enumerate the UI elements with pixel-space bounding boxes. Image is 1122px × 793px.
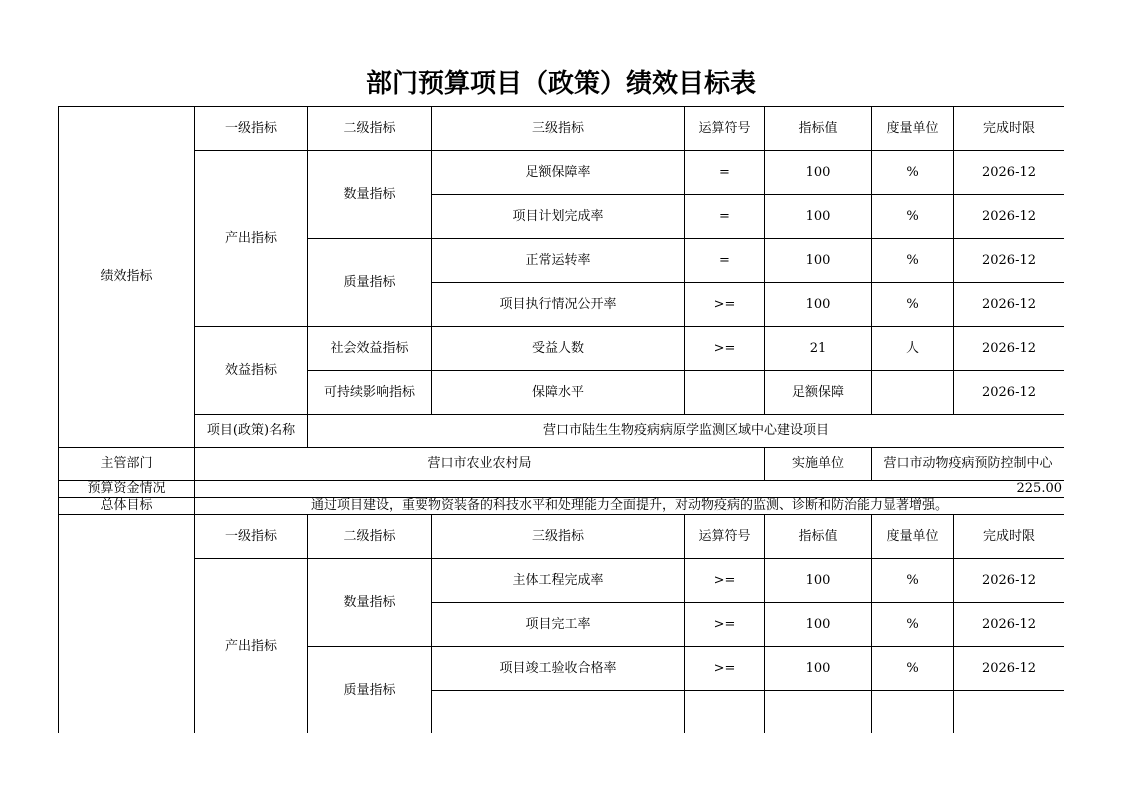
indicator-unit [872,691,954,734]
sheet-viewport [58,106,1064,733]
indicator-name: 正常运转率 [432,239,685,283]
performance-indicators-label: 绩效指标 [59,107,195,448]
header-row [59,107,1065,151]
indicator-deadline: 2026-12 [954,283,1065,327]
page-title: 部门预算项目（政策）绩效目标表 [365,69,756,99]
indicator-unit: % [872,239,954,283]
performance-table [58,106,1064,733]
indicator-deadline: 2026-12 [954,559,1065,603]
goal-row [59,498,1065,515]
table-row [59,327,1065,371]
indicator-deadline: 2026-12 [954,327,1065,371]
project-name-row [59,415,1065,448]
indicator-operator [685,371,765,415]
header-unit: 度量单位 [872,515,954,559]
department-value: 营口市农业农村局 [195,448,765,481]
header-deadline: 完成时限 [954,515,1065,559]
indicator-operator: = [685,195,765,239]
benefit-indicator-label: 效益指标 [195,327,308,415]
header-level2: 二级指标 [308,107,432,151]
quantity-indicator-label: 数量指标 [308,151,432,239]
header-row [59,515,1065,559]
indicator-value: 100 [765,239,872,283]
header-operator: 运算符号 [685,515,765,559]
header-value: 指标值 [765,107,872,151]
indicator-operator: >= [685,603,765,647]
indicator-value: 100 [765,559,872,603]
indicator-name: 主体工程完成率 [432,559,685,603]
indicator-deadline: 2026-12 [954,647,1065,691]
indicator-unit: % [872,151,954,195]
indicator-value: 100 [765,647,872,691]
header-level1: 一级指标 [195,107,308,151]
indicator-name [432,691,685,734]
quantity-indicator-label: 数量指标 [308,559,432,647]
header-level3: 三级指标 [432,515,685,559]
implementing-unit-value: 营口市动物疫病预防控制中心 [872,448,1065,481]
indicator-deadline: 2026-12 [954,603,1065,647]
header-operator: 运算符号 [685,107,765,151]
indicator-deadline [954,691,1065,734]
indicator-value: 100 [765,151,872,195]
indicator-unit: % [872,195,954,239]
header-level3: 三级指标 [432,107,685,151]
header-level2: 二级指标 [308,515,432,559]
indicator-operator: >= [685,559,765,603]
header-deadline: 完成时限 [954,107,1065,151]
indicator-value: 100 [765,283,872,327]
quality-indicator-label: 质量指标 [308,239,432,327]
indicator-operator: = [685,239,765,283]
sustainable-impact-label: 可持续影响指标 [308,371,432,415]
project-name: 营口市陆生生物疫病病原学监测区域中心建设项目 [308,415,1065,448]
section2-left-cell [59,515,195,734]
header-value: 指标值 [765,515,872,559]
table-row [59,559,1065,603]
indicator-unit: % [872,283,954,327]
indicator-deadline: 2026-12 [954,195,1065,239]
output-indicator-label: 产出指标 [195,151,308,327]
indicator-operator: >= [685,647,765,691]
indicator-value [765,691,872,734]
indicator-name: 保障水平 [432,371,685,415]
department-label: 主管部门 [59,448,195,481]
header-level1: 一级指标 [195,515,308,559]
indicator-name: 项目执行情况公开率 [432,283,685,327]
output-indicator-label: 产出指标 [195,559,308,734]
budget-value: 225.00 [195,481,1065,498]
indicator-name: 项目计划完成率 [432,195,685,239]
indicator-name: 受益人数 [432,327,685,371]
indicator-name: 项目竣工验收合格率 [432,647,685,691]
implementing-unit-label: 实施单位 [765,448,872,481]
budget-row [59,481,1065,498]
goal-label: 总体目标 [59,498,195,515]
indicator-deadline: 2026-12 [954,371,1065,415]
indicator-operator: >= [685,327,765,371]
indicator-operator [685,691,765,734]
indicator-operator: >= [685,283,765,327]
indicator-unit: % [872,603,954,647]
indicator-value: 100 [765,195,872,239]
goal-text: 通过项目建设，重要物资装备的科技水平和处理能力全面提升，对动物疫病的监测、诊断和防治能力显著增强。 [195,498,1065,515]
indicator-unit: % [872,647,954,691]
budget-label: 预算资金情况 [59,481,195,498]
indicator-unit: % [872,559,954,603]
indicator-value: 100 [765,603,872,647]
quality-indicator-label: 质量指标 [308,647,432,734]
table-row [59,151,1065,195]
indicator-value: 足额保障 [765,371,872,415]
social-benefit-label: 社会效益指标 [308,327,432,371]
department-row [59,448,1065,481]
indicator-name: 足额保障率 [432,151,685,195]
indicator-operator: = [685,151,765,195]
project-name-label: 项目(政策)名称 [195,415,308,448]
indicator-deadline: 2026-12 [954,151,1065,195]
indicator-unit [872,371,954,415]
header-unit: 度量单位 [872,107,954,151]
indicator-unit: 人 [872,327,954,371]
indicator-deadline: 2026-12 [954,239,1065,283]
indicator-name: 项目完工率 [432,603,685,647]
indicator-value: 21 [765,327,872,371]
